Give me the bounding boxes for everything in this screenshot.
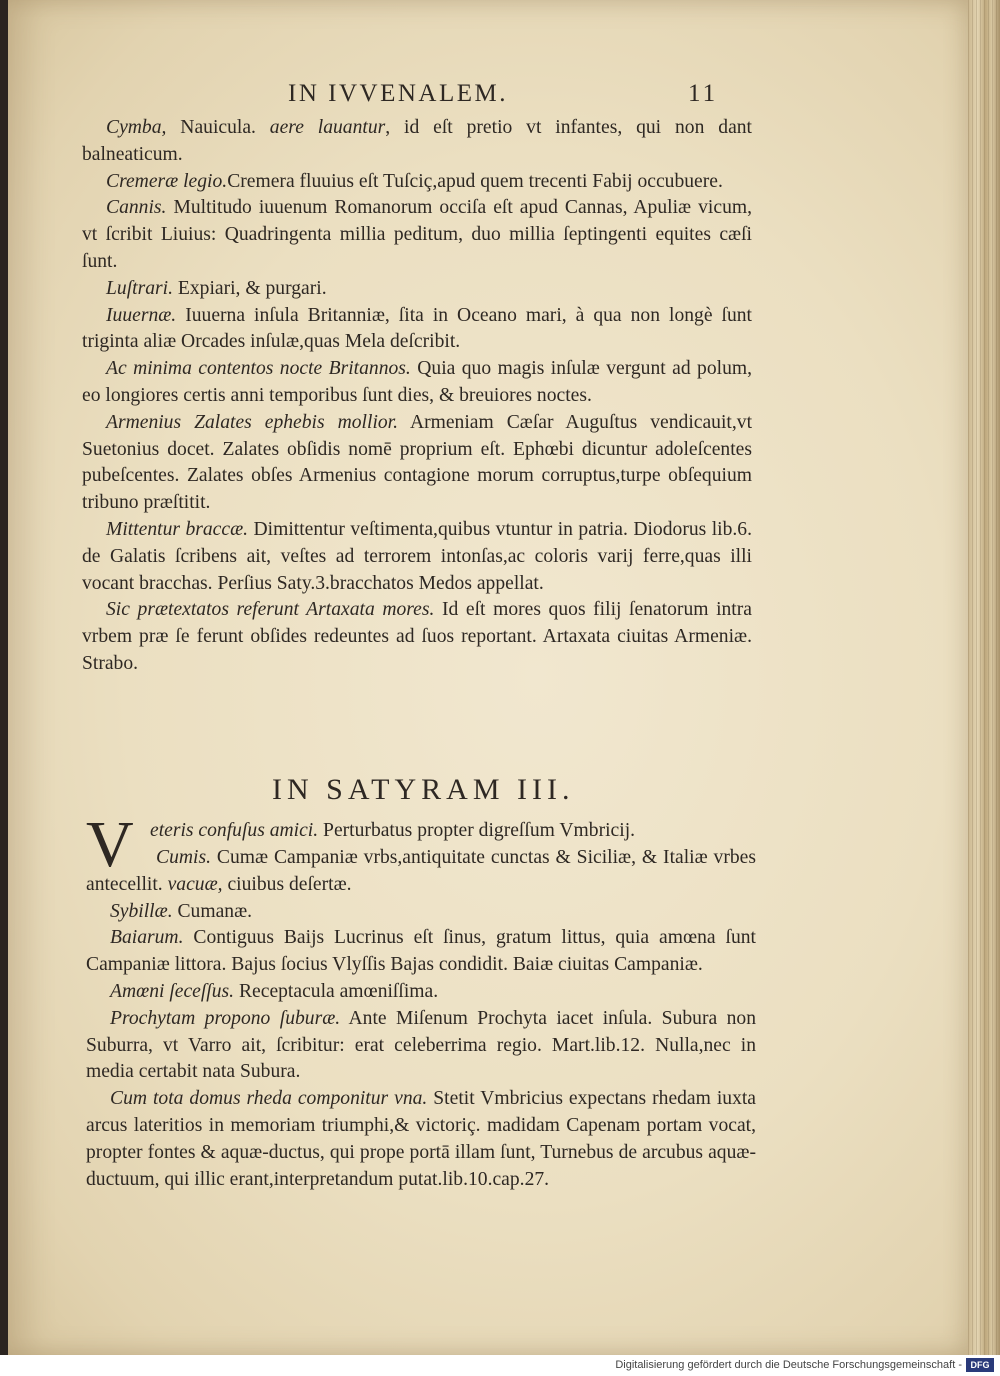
gloss: Multitudo iuuenum Romanorum occiſa eſt apud Cannas, Apuliæ vicum, vt ſcribit Liuius: Quadringenta millia peditum, duo millia ſeptingenti equites cæſi ſunt. <box>82 197 752 272</box>
entry-rheda <box>86 1086 756 1193</box>
commentary-bottom-first-line <box>150 818 756 845</box>
lemma: Iuuernæ. <box>106 304 177 326</box>
entry-britannos <box>82 356 752 410</box>
gloss: Expiari, & purgari. <box>172 277 327 299</box>
gloss: Cumanæ. <box>172 900 253 922</box>
entry-lustrari <box>82 276 752 303</box>
lemma: eteris confuſus amici. <box>150 820 319 841</box>
gloss: Receptacula amœniſſima. <box>234 980 439 1002</box>
lemma: Amœni ſeceſſus. <box>110 980 235 1002</box>
lemma: Baiarum. <box>110 927 184 949</box>
gloss: Dimittentur veſtimenta,quibus vtuntur in patria. Diodorus lib.6. de Galatis ſcribens ait, veſtes ad terrorem intonſas,ac coloris varij ferre,quas illi vocant bracchas. Perſius Saty.3.bracchatos Medos appellat. <box>82 518 752 594</box>
lemma: Cum tota domus rheda componitur vna. <box>110 1088 428 1110</box>
entry-artaxata <box>82 597 752 677</box>
lemma: Armenius Zalates ephebis mollior. <box>106 411 399 433</box>
lemma: Sybillæ. <box>110 900 173 922</box>
entry-cannis <box>82 195 752 275</box>
entry-veteris <box>150 818 756 845</box>
lemma: Sic prætextatos referunt Artaxata mores. <box>106 599 435 621</box>
digitization-footer <box>0 1355 1000 1376</box>
gloss: Perturbatus propter digreſſum Vmbricij. <box>318 820 636 841</box>
lemma: Prochytam propono ſuburæ. <box>110 1007 341 1029</box>
gloss: Quia quo magis inſulæ vergunt ad polum, eo longiores certis anni temporibus ſunt dies, & breuiores noctes. <box>82 358 753 406</box>
lemma: Cymba, <box>106 117 167 138</box>
gloss: Armeniam Cæſar Auguſtus vendicauit,vt Suetonius docet. Zalates obſidis nomē proprium eſt. Ephœbi dicuntur adoleſcentes pubeſcentes. Zalates obſes Armenius contagione morum corruptus,turpe obſequium tribuno præſtitit. <box>82 411 753 514</box>
lemma: Luſtrari. <box>106 277 173 299</box>
running-title: IN IVVENALEM. <box>288 80 508 107</box>
entry-cymba <box>82 115 752 169</box>
gloss: Stetit Vmbricius expectans rhedam iuxta arcus lateritios in memoriam triumphi,& victoriç. madidam Capenam portam vocat, propter fontes & aquæ-ductus, qui prope portā illam ſunt, Turnebus de arcubus aquæ-ductuum, qui illic erant,interpretandum putat.lib.10.cap.27. <box>86 1088 757 1190</box>
lemma: aere lauantur <box>269 117 386 138</box>
gloss: Nauicula. <box>166 117 270 138</box>
entry-cremerae <box>82 169 752 196</box>
lemma: Ac minima contentos nocte Britannos. <box>106 358 411 380</box>
funding-credit: Digitalisierung gefördert durch die Deutsche Forschungsgemeinschaft - <box>615 1359 962 1371</box>
gloss: Contiguus Baijs Lucrinus eſt ſinus, gratum littus, quia amœna ſunt Campaniæ littora. Bajus ſocius Vlyſſis Bajas condidit. Baiæ ciuitas Campaniæ. <box>86 927 756 976</box>
lemma: Cremeræ legio. <box>106 170 228 192</box>
entry-sybillae <box>86 899 756 926</box>
lemma: Cannis. <box>106 197 167 219</box>
commentary-bottom <box>86 845 756 1193</box>
drop-cap: V <box>86 808 134 881</box>
page-edge <box>968 0 1000 1355</box>
gloss: Cremera fluuius eſt Tuſciç,apud quem trecenti Fabij occubuere. <box>227 170 723 192</box>
entry-amoeni <box>86 979 756 1006</box>
entry-braccae <box>82 517 752 597</box>
lemma: Mittentur braccæ. <box>106 518 249 540</box>
gloss: , id eſt pretio vt infantes, qui non dant balneaticum. <box>82 117 753 165</box>
gloss: Ante Miſenum Prochyta iacet inſula. Subura non Suburra, vt Varro ait, ſcribitur: erat celeberrima regio. Mart.lib.12. Nulla,nec in media certabit nata Subura. <box>86 1007 756 1083</box>
lemma: vacuæ, <box>167 873 223 895</box>
section-heading: IN SATYRAM III. <box>272 773 575 806</box>
dfg-logo: DFG <box>966 1358 994 1372</box>
entry-iuuernae <box>82 303 752 357</box>
entry-baiarum <box>86 925 756 979</box>
entry-cumis <box>86 845 756 899</box>
gloss: Cumæ Campaniæ vrbs,antiquitate cunctas & Siciliæ, & Italiæ vrbes antecellit. <box>86 847 756 895</box>
commentary-top <box>82 115 752 678</box>
gloss: Iuuerna inſula Britanniæ, ſita in Oceano mari, à qua non longè ſunt triginta aliæ Orcades inſulæ,quas Mela deſcribit. <box>82 304 752 353</box>
entry-zalates <box>82 410 752 517</box>
gloss: Id eſt mores quos filij ſenatorum intra vrbem præ ſe ferunt obſides redeuntes ad ſuos reportant. Artaxata ciuitas Armeniæ. Strabo. <box>82 599 752 674</box>
entry-prochytam <box>86 1006 756 1086</box>
gloss: ciuibus deſertæ. <box>222 873 352 895</box>
page-number: 11 <box>688 80 719 107</box>
lemma: Cumis. <box>156 847 211 868</box>
